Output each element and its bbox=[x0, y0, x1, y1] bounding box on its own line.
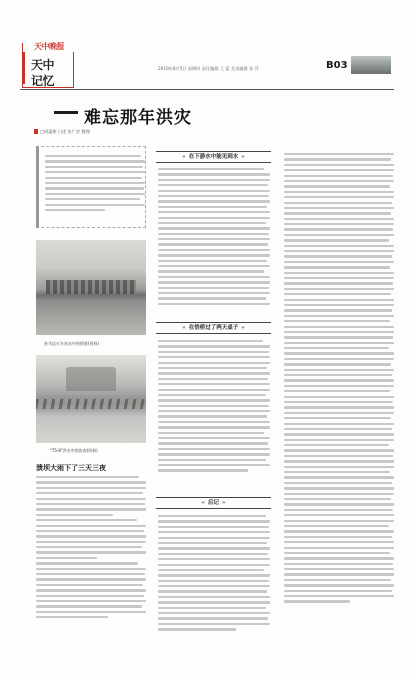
section-heading: « 在悟桥过了两天桌子 » bbox=[156, 322, 271, 334]
byline-marker bbox=[34, 129, 38, 134]
section-heading: « 在下游水中能见到水 » bbox=[156, 151, 271, 163]
section-name-line2: 记忆 bbox=[31, 74, 55, 88]
logo-accent-bar bbox=[22, 52, 25, 84]
article-column-text bbox=[284, 153, 394, 606]
lead-quote-box bbox=[36, 146, 146, 228]
section-heading: « 后记 » bbox=[156, 497, 271, 509]
newspaper-brand: 天中晚报 bbox=[23, 41, 75, 52]
page-number: B03 bbox=[326, 60, 348, 71]
article-column-text bbox=[158, 340, 270, 475]
article-title: 难忘那年洪灾 bbox=[84, 108, 192, 128]
article-column-text bbox=[158, 515, 270, 634]
flood-photo-station bbox=[36, 240, 146, 335]
section-subtitle: 溃坝大雨下了三天三夜 bbox=[36, 464, 106, 472]
section-logo bbox=[22, 43, 74, 88]
lead-text-block bbox=[45, 155, 145, 214]
flood-photo-town bbox=[36, 355, 146, 443]
header-thumbnail-image bbox=[351, 56, 391, 74]
section-name-line1: 天中 bbox=[31, 58, 55, 72]
title-decor-bar bbox=[54, 111, 78, 114]
photo-caption: "75·8"洪水中的汝南(资料) bbox=[50, 448, 98, 453]
article-column-text bbox=[36, 476, 146, 622]
issue-meta: 2010年8月5日 星期四 责任编辑 王 蓝 美术编辑 张 萍 bbox=[158, 66, 259, 71]
photo-caption: 驻马店火车站水中的情景(资料) bbox=[44, 341, 100, 346]
header-rule bbox=[20, 89, 394, 90]
article-byline: □周惠彬 口述 张广彦 整理 bbox=[40, 129, 90, 134]
article-column-text bbox=[158, 168, 270, 308]
